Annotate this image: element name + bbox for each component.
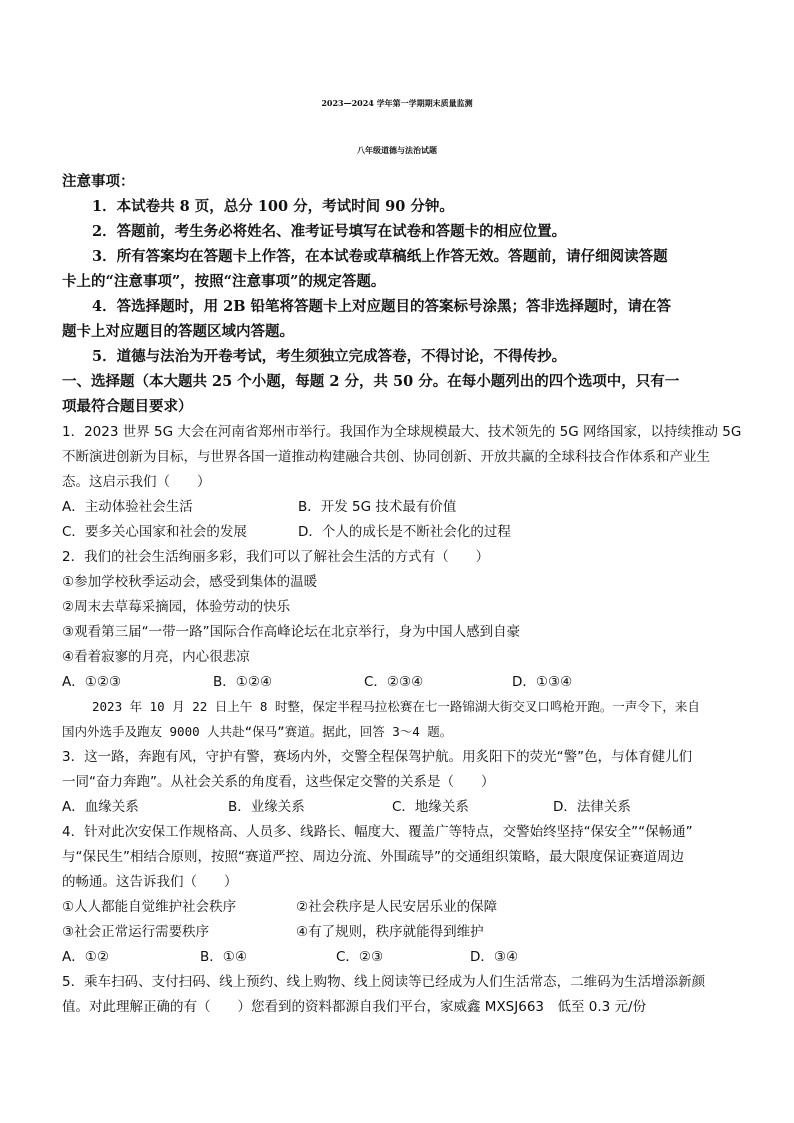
question-2-option-d: D．①③④ xyxy=(512,674,573,690)
question-4-option-c: C．②③ xyxy=(336,949,384,965)
notice-item: 2．答题前，考生务必将姓名、准考证号填写在试卷和答题卡的相应位置。 xyxy=(92,223,567,240)
notice-item: 3．所有答案均在答题卡上作答，在本试卷或草稿纸上作答无效。答题前，请仔细阅读答题 xyxy=(92,248,668,265)
question-4-option-d: D．③④ xyxy=(470,949,519,965)
exam-title: 2023—2024 学年第一学期期末质量监测 xyxy=(321,98,473,108)
question-2-item: ④看着寂寥的月亮，内心很悲凉 xyxy=(62,649,250,665)
notice-item: 1．本试卷共 8 页，总分 100 分，考试时间 90 分钟。 xyxy=(92,198,454,215)
question-3-option-d: D．法律关系 xyxy=(553,799,631,815)
question-3-option-c: C．地缘关系 xyxy=(392,799,469,815)
notice-item: 5．道德与法治为开卷考试，考生须独立完成答卷，不得讨论，不得传抄。 xyxy=(92,348,567,365)
question-3-option-a: A．血缘关系 xyxy=(62,799,139,815)
question-2-option-c: C．②③④ xyxy=(364,674,424,690)
question-1-stem: 不断演进创新为目标，与世界各国一道推动构建融合共创、协同创新、开放共赢的全球科技合作体系和产业生 xyxy=(62,449,710,465)
question-2-stem: 2．我们的社会生活绚丽多彩，我们可以了解社会生活的方式有（ ） xyxy=(62,549,490,565)
question-2-item: ②周末去草莓采摘园，体验劳动的快乐 xyxy=(62,599,291,615)
question-4-item: ④有了规则，秩序就能得到维护 xyxy=(296,924,484,940)
question-1-stem: 1．2023 世界 5G 大会在河南省郑州市举行。我国作为全球规模最大、技术领先的 5G 网络国家，以持续推动 5G xyxy=(62,424,742,440)
reading-passage: 2023 年 10 月 22 日上午 8 时整，保定半程马拉松赛在七一路锦湖大街交叉口鸣枪开跑。一声令下，来自 xyxy=(92,699,700,714)
question-4-option-a: A．①② xyxy=(62,949,109,965)
question-1-option-c: C．要多关心国家和社会的发展 xyxy=(62,524,247,540)
question-4-item: ①人人都能自觉维护社会秩序 xyxy=(62,899,237,915)
question-4-stem: 与“保民生”相结合原则，按照“赛道严控、周边分流、外围疏导”的交通组织策略，最大限度保证赛道周边 xyxy=(62,849,684,865)
question-4-stem: 4．针对此次安保工作规格高、人员多、线路长、幅度大、覆盖广等特点，交警始终坚持“保安全”“保畅通” xyxy=(62,824,693,840)
question-2-item: ③观看第三届“一带一路”国际合作高峰论坛在北京举行，身为中国人感到自豪 xyxy=(62,624,521,640)
notice-item: 题卡上对应题目的答题区域内答题。 xyxy=(62,323,294,340)
question-3-option-b: B．业缘关系 xyxy=(228,799,305,815)
question-1-stem: 态。这启示我们（ ） xyxy=(62,474,211,490)
question-4-stem: 的畅通。这告诉我们（ ） xyxy=(62,874,238,890)
question-4-option-b: B．①④ xyxy=(200,949,247,965)
question-5-stem: 5．乘车扫码、支付扫码、线上预约、线上购物、线上阅读等已经成为人们生活常态，二维码为生活增添新颜 xyxy=(62,974,706,990)
question-1-option-b: B．开发 5G 技术最有价值 xyxy=(298,499,457,515)
question-2-option-a: A．①②③ xyxy=(62,674,122,690)
question-2-option-b: B．①②④ xyxy=(213,674,273,690)
question-4-item: ②社会秩序是人民安居乐业的保障 xyxy=(296,899,498,915)
question-1-option-d: D．个人的成长是不断社会化的过程 xyxy=(298,524,511,540)
question-5-stem: 值。对此理解正确的有（ ）您看到的资料都源自我们平台，家威鑫 MXSJ663 低至 0.3 元/份 xyxy=(62,999,647,1015)
question-4-item: ③社会正常运行需要秩序 xyxy=(62,924,210,940)
section-heading: 项最符合题目要求） xyxy=(62,398,193,415)
question-3-stem: 一同“奋力奔跑”。从社会关系的角度看，这些保定交警的关系是（ ） xyxy=(62,774,495,790)
notice-heading: 注意事项： xyxy=(62,173,135,190)
question-3-stem: 3．这一路，奔跑有风，守护有警，赛场内外，交警全程保驾护航。用炙阳下的荧光“警”色，与体育健儿们 xyxy=(62,749,693,765)
exam-subtitle: 八年级道德与法治试题 xyxy=(357,145,437,155)
reading-passage: 国内外选手及跑友 9000 人共赴“保马”赛道。据此，回答 3～4 题。 xyxy=(62,724,453,739)
question-2-item: ①参加学校秋季运动会，感受到集体的温暖 xyxy=(62,574,318,590)
section-heading: 一、选择题（本大题共 25 个小题，每题 2 分，共 50 分。在每小题列出的四个选项中，只有一 xyxy=(62,373,680,390)
notice-item: 4．答选择题时，用 2B 铅笔将答题卡上对应题目的答案标号涂黑；答非选择题时，请在答 xyxy=(92,298,672,315)
question-1-option-a: A．主动体验社会生活 xyxy=(62,499,193,515)
notice-item: 卡上的“注意事项”，按照“注意事项”的规定答题。 xyxy=(62,273,386,290)
